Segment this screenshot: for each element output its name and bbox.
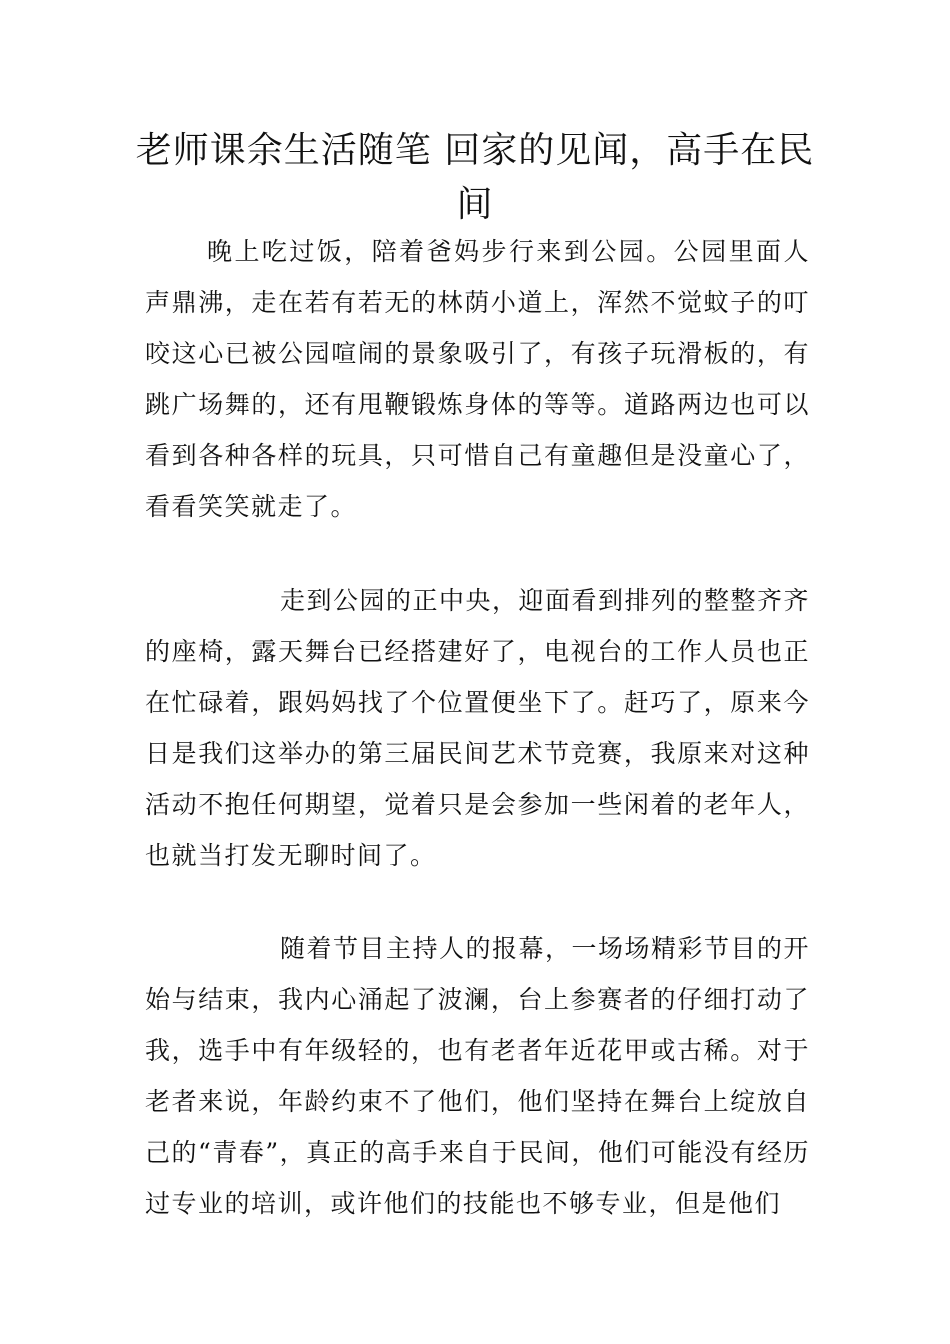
paragraph-3: 随着节目主持人的报幕，一场场精彩节目的开始与结束，我内心涌起了波澜，台上参赛者的仔细打动了我，选手中有年级轻的，也有老者年近花甲或古稀。对于老者来说，年龄约束不了他们，他们坚持在舞台上绽放自己的“青春”，真正的高手来自于民间，他们可能没有经历过专业的培训，或许他们的技能也不够专业，但是他们 — [145, 934, 811, 1218]
paragraph-1: 晚上吃过饭，陪着爸妈步行来到公园。公园里面人声鼎沸，走在若有若无的林荫小道上，浑然不觉蚊子的叮咬这心已被公园喧闹的景象吸引了，有孩子玩滑板的，有跳广场舞的，还有甩鞭锻炼身体的等等。道路两边也可以看到各种各样的玩具，只可惜自己有童趣但是没童心了，看看笑笑就走了。 — [145, 237, 810, 521]
paragraph-2: 走到公园的正中央，迎面看到排列的整整齐齐的座椅，露天舞台已经搭建好了，电视台的工作人员也正在忙碌着，跟妈妈找了个位置便坐下了。赶巧了，原来今日是我们这举办的第三届民间艺术节竞赛，我原来对这种活动不抱任何期望，觉着只是会参加一些闲着的老年人，也就当打发无聊时间了。 — [145, 586, 811, 870]
document-title: 老师课余生活随笔 回家的见闻，高手在民间 — [135, 130, 815, 225]
